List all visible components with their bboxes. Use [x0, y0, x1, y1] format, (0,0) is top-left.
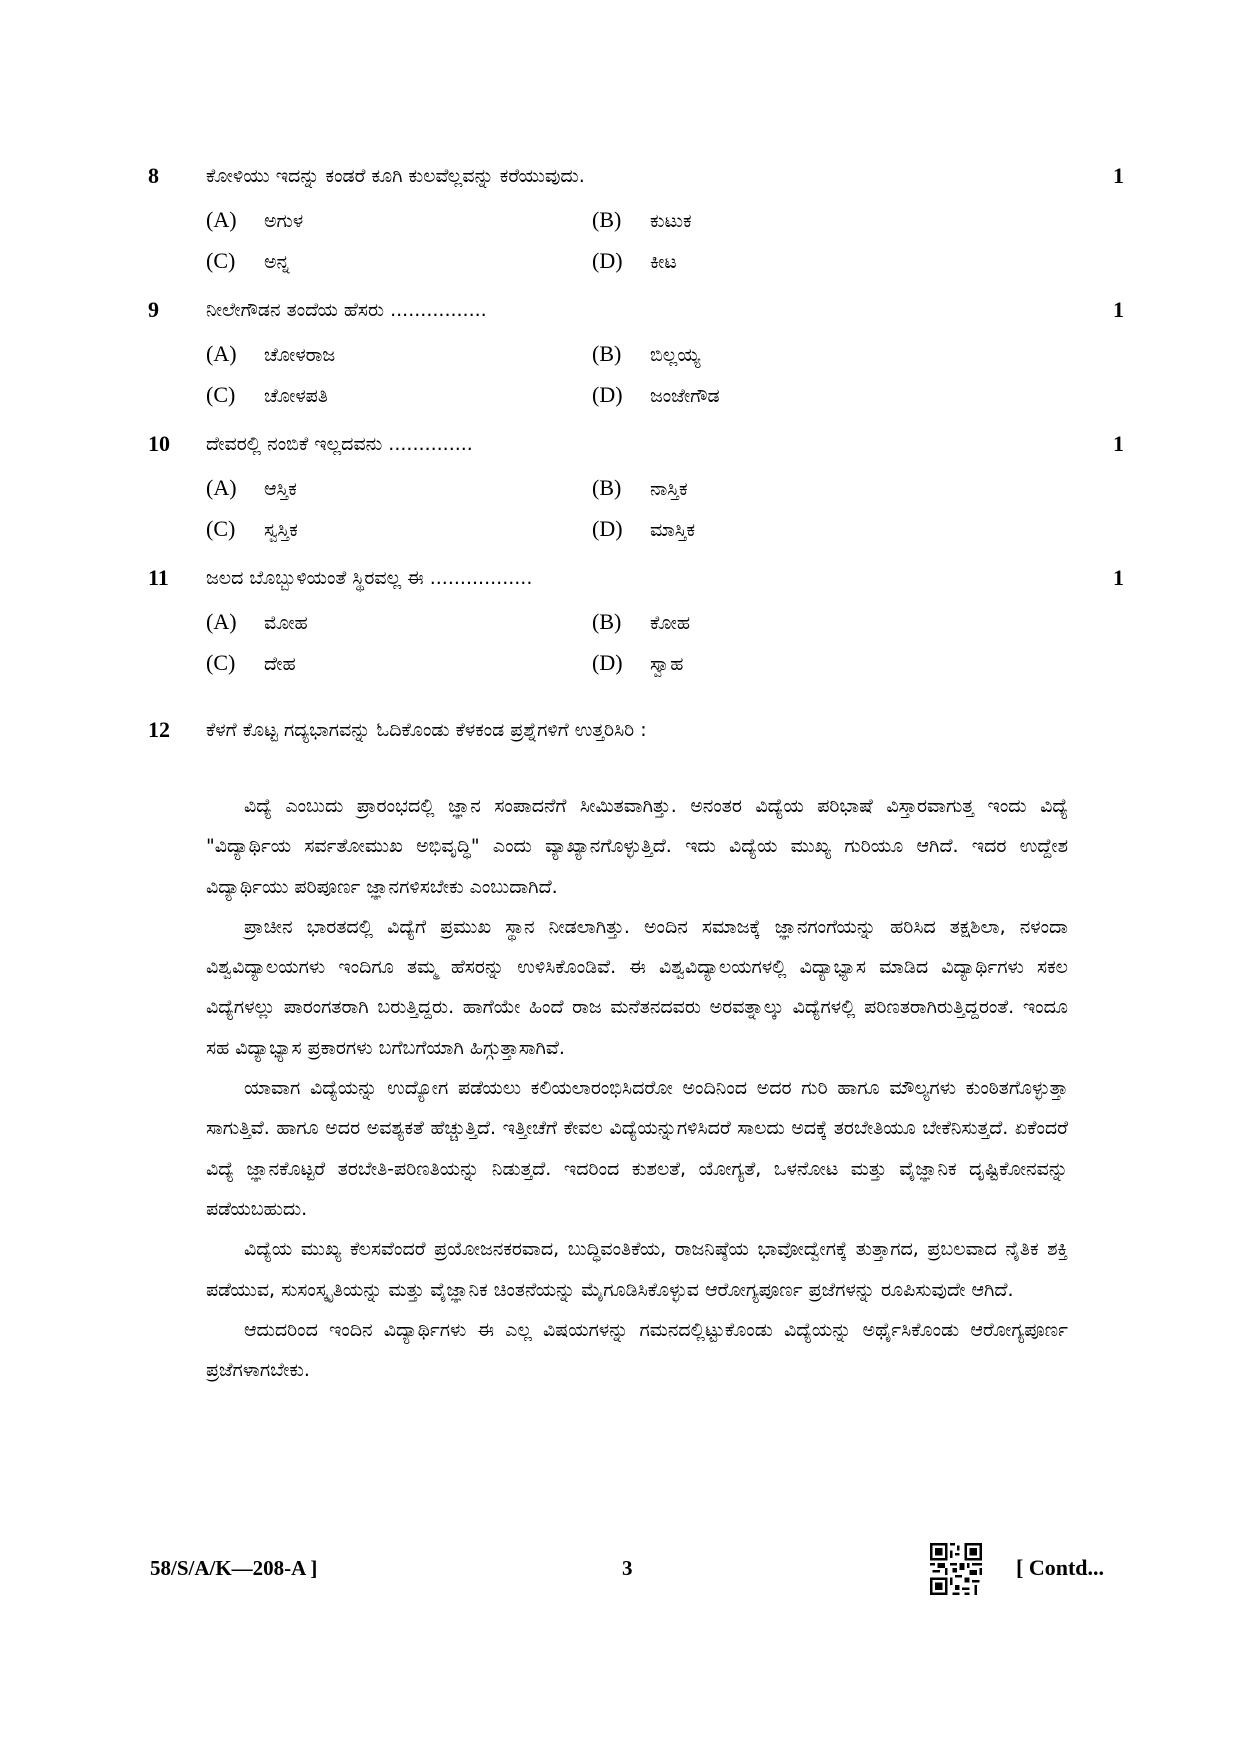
- question-marks: 1: [1113, 297, 1124, 322]
- question-text: ಕೋಳಿಯು ಇದನ್ನು ಕಂಡರೆ ಕೂಗಿ ಕುಲವೆಲ್ಲವನ್ನು ಕರೆಯುವುದು.: [206, 165, 585, 187]
- question-11: [148, 558, 1128, 684]
- option-c: (C) ಚೋಳಪತಿ: [206, 382, 328, 407]
- question-number: 12: [148, 717, 170, 742]
- passage-paragraph: ಪ್ರಾಚೀನ ಭಾರತದಲ್ಲಿ ವಿದ್ಯೆಗೆ ಪ್ರಮುಖ ಸ್ಥಾನ ನೀಡಲಾಗಿತ್ತು. ಅಂದಿನ ಸಮಾಜಕ್ಕೆ ಜ್ಞಾನಗಂಗೆಯನ್ನು ಹರಿಸಿದ ತಕ್ಷಶಿಲಾ, ನಳಂದಾ ವಿಶ್ವವಿದ್ಯಾಲಯಗಳು ಇಂದಿಗೂ ತಮ್ಮ ಹೆಸರನ್ನು ಉಳಿಸಿಕೊಂಡಿವೆ. ಈ ವಿಶ್ವವಿದ್ಯಾಲಯಗಳಲ್ಲಿ ವಿದ್ಯಾಭ್ಯಾಸ ಮಾಡಿದ ವಿದ್ಯಾರ್ಥಿಗಳು ಸಕಲ ವಿದ್ಯೆಗಳಲ್ಲು ಪಾರಂಗತರಾಗಿ ಬರುತ್ತಿದ್ದರು. ಹಾಗೆಯೇ ಹಿಂದೆ ರಾಜ ಮನೆತನದವರು ಅರವತ್ನಾಲ್ಕು ವಿದ್ಯೆಗಳಲ್ಲಿ ಪರಿಣತರಾಗಿರುತ್ತಿದ್ದರಂತೆ. ಇಂದೂ ಸಹ ವಿದ್ಯಾಭ್ಯಾಸ ಪ್ರಕಾರಗಳು ಬಗೆಬಗೆಯಾಗಿ ಹಿಗ್ಗುತ್ತಾಸಾಗಿವೆ.: [206, 915, 1068, 1059]
- question-number: 10: [148, 431, 170, 456]
- reading-passage: [206, 786, 1068, 1390]
- question-number: 8: [148, 163, 159, 188]
- question-text: ನೀಲೇಗೌಡನ ತಂದೆಯ ಹೆಸರು ................: [206, 299, 487, 321]
- question-9: [148, 290, 1128, 416]
- option-b: (B) ಕುಟುಕ: [592, 207, 692, 232]
- question-number: 9: [148, 297, 159, 322]
- option-a: (A) ಮೋಹ: [206, 609, 308, 634]
- option-c: (C) ಸ್ವಸ್ತಿಕ: [206, 516, 298, 541]
- question-8: [148, 156, 1128, 282]
- question-text: ದೇವರಲ್ಲಿ ನಂಬಿಕೆ ಇಲ್ಲದವನು ..............: [206, 433, 473, 455]
- question-instruction: ಕೆಳಗೆ ಕೊಟ್ಟ ಗದ್ಯಭಾಗವನ್ನು ಓದಿಕೊಂಡು ಕೆಳಕಂಡ ಪ್ರಶ್ನೆಗಳಿಗೆ ಉತ್ತರಿಸಿರಿ :: [206, 719, 647, 741]
- passage-paragraph: ಆದುದರಿಂದ ಇಂದಿನ ವಿದ್ಯಾರ್ಥಿಗಳು ಈ ಎಲ್ಲ ವಿಷಯಗಳನ್ನು ಗಮನದಲ್ಲಿಟ್ಟುಕೊಂಡು ವಿದ್ಯೆಯನ್ನು ಅರ್ಥೈಸಿಕೊಂಡು ಆರೋಗ್ಯಪೂರ್ಣ ಪ್ರಜೆಗಳಾಗಬೇಕು.: [206, 1318, 1068, 1382]
- option-d: (D) ಕೀಟ: [592, 248, 677, 273]
- question-number: 11: [148, 565, 169, 590]
- passage-paragraph: ಯಾವಾಗ ವಿದ್ಯೆಯನ್ನು ಉದ್ಯೋಗ ಪಡೆಯಲು ಕಲಿಯಲಾರಂಭಿಸಿದರೋ ಅಂದಿನಿಂದ ಅದರ ಗುರಿ ಹಾಗೂ ಮೌಲ್ಯಗಳು ಕುಂಠಿತಗೊಳ್ಳುತ್ತಾ ಸಾಗುತ್ತಿವೆ. ಹಾಗೂ ಅದರ ಅವಶ್ಯಕತೆ ಹೆಚ್ಚುತ್ತಿದೆ. ಇತ್ತೀಚೆಗೆ ಕೇವಲ ವಿದ್ಯೆಯನ್ನುಗಳಿಸಿದರೆ ಸಾಲದು ಅದಕ್ಕೆ ತರಬೇತಿಯೂ ಬೇಕೆನಿಸುತ್ತದೆ. ಏಕೆಂದರೆ ವಿದ್ಯೆ ಜ್ಞಾನಕೊಟ್ಟರೆ ತರಬೇತಿ-ಪರಿಣತಿಯನ್ನು ನಿಡುತ್ತದೆ. ಇದರಿಂದ ಕುಶಲತೆ, ಯೋಗ್ಯತೆ, ಒಳನೋಟ ಮತ್ತು ವೈಜ್ಞಾನಿಕ ದೃಷ್ಟಿಕೋನವನ್ನು ಪಡೆಯಬಹುದು.: [206, 1077, 1068, 1220]
- question-12: [148, 710, 1128, 754]
- question-marks: 1: [1113, 565, 1124, 590]
- passage-paragraph: ವಿದ್ಯೆಯ ಮುಖ್ಯ ಕೆಲಸವೆಂದರೆ ಪ್ರಯೋಜನಕರವಾದ, ಬುದ್ಧಿವಂತಿಕೆಯ, ರಾಜನಿಷ್ಠೆಯ ಭಾವೋದ್ವೇಗಕ್ಕೆ ತುತ್ತಾಗದ, ಪ್ರಬಲವಾದ ನೈತಿಕ ಶಕ್ತಿ ಪಡೆಯುವ, ಸುಸಂಸ್ಕೃತಿಯನ್ನು ಮತ್ತು ವೈಜ್ಞಾನಿಕ ಚಿಂತನೆಯನ್ನು ಮೈಗೂಡಿಸಿಕೊಳ್ಳುವ ಆರೋಗ್ಯಪೂರ್ಣ ಪ್ರಜೆಗಳನ್ನು ರೂಪಿಸುವುದೇ ಆಗಿದೆ.: [206, 1238, 1068, 1301]
- passage-paragraph: ವಿದ್ಯೆ ಎಂಬುದು ಪ್ರಾರಂಭದಲ್ಲಿ ಜ್ಞಾನ ಸಂಪಾದನೆಗೆ ಸೀಮಿತವಾಗಿತ್ತು. ಅನಂತರ ವಿದ್ಯೆಯ ಪರಿಭಾಷೆ ವಿಸ್ತಾರವಾಗುತ್ತ ಇಂದು ವಿದ್ಯೆ "ವಿದ್ಯಾರ್ಥಿಯ ಸರ್ವತೋಮುಖ ಅಭಿವೃದ್ಧಿ" ಎಂದು ವ್ಯಾಖ್ಯಾನಗೊಳ್ಳುತ್ತಿದೆ. ಇದು ವಿದ್ಯೆಯ ಮುಖ್ಯ ಗುರಿಯೂ ಆಗಿದೆ. ಇದರ ಉದ್ದೇಶ ವಿದ್ಯಾರ್ಥಿಯು ಪರಿಪೂರ್ಣ ಜ್ಞಾನಗಳಿಸಬೇಕು ಎಂಬುದಾಗಿದೆ.: [206, 795, 1068, 898]
- option-c: (C) ಅನ್ನ: [206, 248, 290, 273]
- question-marks: 1: [1113, 431, 1124, 456]
- question-marks: 1: [1113, 163, 1124, 188]
- option-d: (D) ಜಂಜೇಗೌಡ: [592, 382, 720, 407]
- paper-code: 58/S/A/K—208-A ]: [150, 1556, 318, 1580]
- option-a: (A) ಆಸ್ತಿಕ: [206, 475, 297, 500]
- option-a: (A) ಚೋಳರಾಜ: [206, 341, 336, 366]
- question-10: [148, 424, 1128, 550]
- qr-code-icon: [930, 1543, 982, 1595]
- page-number: 3: [622, 1556, 633, 1580]
- option-d: (D) ಸ್ವಾಹ: [592, 650, 684, 675]
- option-b: (B) ಕೋಹ: [592, 609, 691, 634]
- continued-label: [ Contd...: [1016, 1555, 1105, 1580]
- option-d: (D) ಮಾಸ್ತಿಕ: [592, 516, 696, 541]
- option-c: (C) ದೇಹ: [206, 650, 296, 675]
- option-b: (B) ನಾಸ್ತಿಕ: [592, 475, 688, 500]
- option-b: (B) ಬಿಲ್ಲಯ್ಯ: [592, 341, 701, 366]
- question-text: ಜಲದ ಬೊಬ್ಬುಳಿಯಂತೆ ಸ್ಥಿರವಲ್ಲ ಈ .................: [206, 567, 533, 589]
- option-a: (A) ಅಗುಳ: [206, 207, 304, 232]
